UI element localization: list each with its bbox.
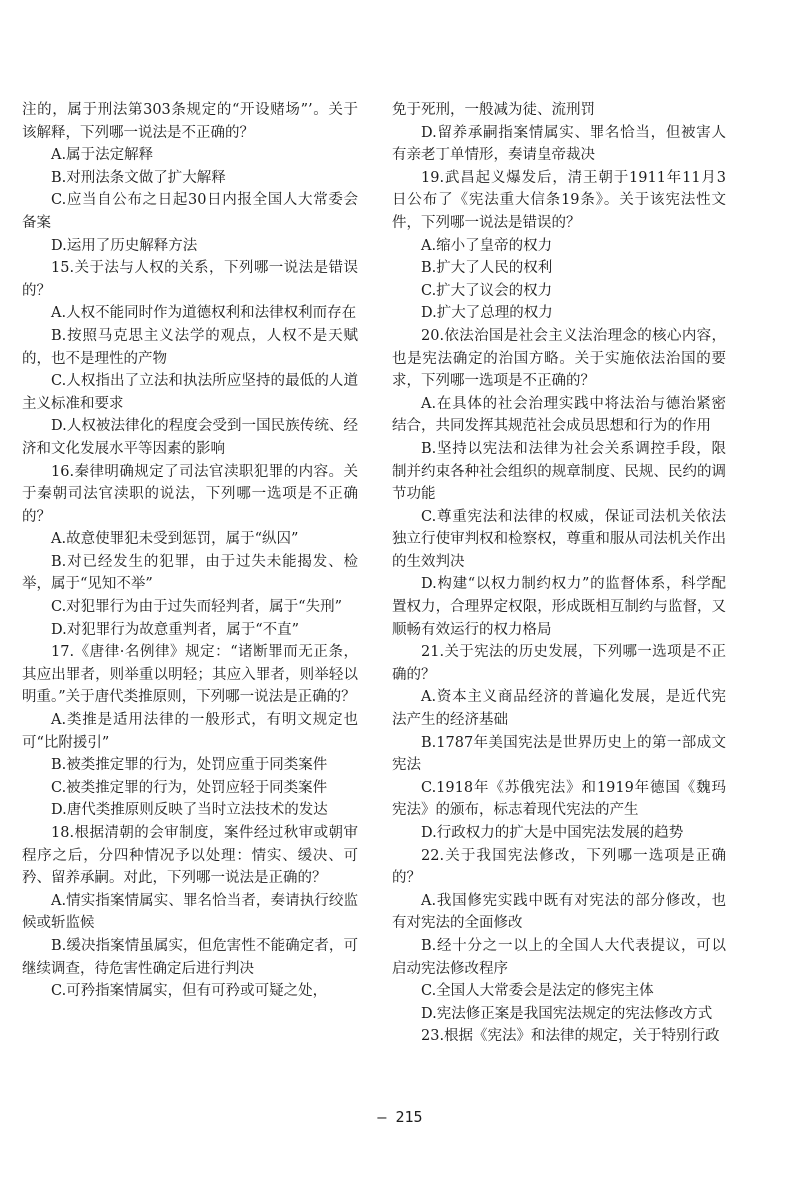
paragraph: B.被类推定罪的行为，处罚应重于同类案件 <box>51 757 328 774</box>
paragraph: C.扩大了议会的权力 <box>421 282 553 299</box>
page-number: — 215 <box>377 1108 423 1126</box>
paragraph: D.构建“以权力制约权力”的监督体系，科学配置权力，合理界定权限，形成既相互制约与监督，又顺畅有效运行的权力格局 <box>392 576 726 638</box>
paragraph: C.对犯罪行为由于过失而轻判者，属于“失刑” <box>51 599 343 616</box>
paragraph: 21.关于宪法的历史发展，下列哪一选项是不正确的？ <box>392 644 726 683</box>
paragraph: A.故意使罪犯未受到惩罚，属于“纵囚” <box>51 531 299 548</box>
paragraph: A.缩小了皇帝的权力 <box>421 237 553 254</box>
paragraph: D.人权被法律化的程度会受到一国民族传统、经济和文化发展水平等因素的影响 <box>22 418 358 457</box>
paragraph: A.情实指案情属实、罪名恰当者，奏请执行绞监候或斩监候 <box>22 892 358 932</box>
paragraph: C.人权指出了立法和执法所应坚持的最低的人道主义标准和要求 <box>22 373 358 412</box>
paragraph: C.1918年《苏俄宪法》和1919年德国《魏玛宪法》的颁布，标志着现代宪法的产生 <box>392 779 726 819</box>
paragraph: D.留养承嗣指案情属实、罪名恰当，但被害人有亲老丁单情形，奏请皇帝裁决 <box>392 124 726 164</box>
paragraph: 16.秦律明确规定了司法官渎职犯罪的内容。关于秦朝司法官渎职的说法，下列哪一选项是不正确的？ <box>22 463 358 525</box>
paragraph: C.可矜指案情属实，但有可矜或可疑之处， <box>51 983 328 1000</box>
right-column <box>392 99 726 1048</box>
paragraph: D.运用了历史解释方法 <box>51 237 198 254</box>
paragraph: D.对犯罪行为故意重判者，属于“不直” <box>51 621 300 638</box>
paragraph: 18.根据清朝的会审制度，案件经过秋审或朝审程序之后，分四种情况予以处理：情实、缓决、可矜、留养承嗣。对此，下列哪一说法是正确的？ <box>22 825 358 887</box>
paragraph: B.对已经发生的犯罪，由于过失未能揭发、检举，属于“见知不举” <box>22 553 358 593</box>
paragraph: 17.《唐律·名例律》规定：“诸断罪而无正条，其应出罪者，则举重以明轻；其应入罪者，则举轻以明重。”关于唐代类推原则，下列哪一说法是正确的？ <box>22 644 358 706</box>
paragraph: A.在具体的社会治理实践中将法治与德治紧密结合，共同发挥其规范社会成员思想和行为的作用 <box>392 395 726 435</box>
paragraph: C.应当自公布之日起30日内报全国人大常委会备案 <box>22 192 358 231</box>
paragraph: 23.根据《宪法》和法律的规定，关于特别行政 <box>421 1028 720 1045</box>
paragraph: D.行政权力的扩大是中国宪法发展的趋势 <box>421 825 684 841</box>
paragraph: A.资本主义商品经济的普遍化发展，是近代宪法产生的经济基础 <box>392 689 726 729</box>
left-column <box>22 99 358 1003</box>
paragraph: A.我国修宪实践中既有对宪法的部分修改，也有对宪法的全面修改 <box>392 892 726 932</box>
paragraph: A.属于法定解释 <box>51 147 154 164</box>
paragraph: D.唐代类推原则反映了当时立法技术的发达 <box>51 802 328 819</box>
paragraph: B.1787年美国宪法是世界历史上的第一部成文宪法 <box>392 734 726 774</box>
paragraph: C.全国人大常委会是法定的修宪主体 <box>421 983 654 1000</box>
paragraph: B.对刑法条文做了扩大解释 <box>51 169 226 186</box>
paragraph: B.缓决指案情虽属实，但危害性不能确定者，可继续调查，待危害性确定后进行判决 <box>22 937 358 977</box>
paragraph: C.被类推定罪的行为，处罚应轻于同类案件 <box>51 779 328 796</box>
paragraph: C.尊重宪法和法律的权威，保证司法机关依法独立行使审判权和检察权，尊重和服从司法机关作出的生效判决 <box>392 508 726 570</box>
paragraph: D.扩大了总理的权力 <box>421 305 553 322</box>
paragraph: 免于死刑，一般减为徒、流刑罚 <box>392 102 595 118</box>
paragraph: 19.武昌起义爆发后，清王朝于1911年11月3日公布了《宪法重大信条19条》。关于该宪法性文件，下列哪一说法是错误的？ <box>392 169 726 231</box>
paragraph: B.扩大了人民的权利 <box>421 260 553 277</box>
paragraph: 22.关于我国宪法修改，下列哪一选项是正确的？ <box>392 847 726 887</box>
paragraph: D.宪法修正案是我国宪法规定的宪法修改方式 <box>421 1005 713 1022</box>
paragraph: B.坚持以宪法和法律为社会关系调控手段，限制并约束各种社会组织的规章制度、民规、民约的调节功能 <box>392 440 726 503</box>
paragraph: A.类推是适用法律的一般形式，有明文规定也可“比附援引” <box>22 712 358 751</box>
paragraph: B.按照马克思主义法学的观点，人权不是天赋的，也不是理性的产物 <box>22 327 358 367</box>
paragraph: 20.依法治国是社会主义法治理念的核心内容，也是宪法确定的治国方略。关于实施依法治国的要求，下列哪一选项是不正确的？ <box>392 327 726 390</box>
paragraph: B.经十分之一以上的全国人大代表提议，可以启动宪法修改程序 <box>392 937 726 977</box>
paragraph: 注的，属于刑法第303条规定的“开设赌场”’。关于该解释，下列哪一说法是不正确的？ <box>22 102 358 141</box>
paragraph: A.人权不能同时作为道德权利和法律权利而存在 <box>51 305 357 322</box>
paragraph: 15.关于法与人权的关系，下列哪一说法是错误的？ <box>22 260 358 299</box>
